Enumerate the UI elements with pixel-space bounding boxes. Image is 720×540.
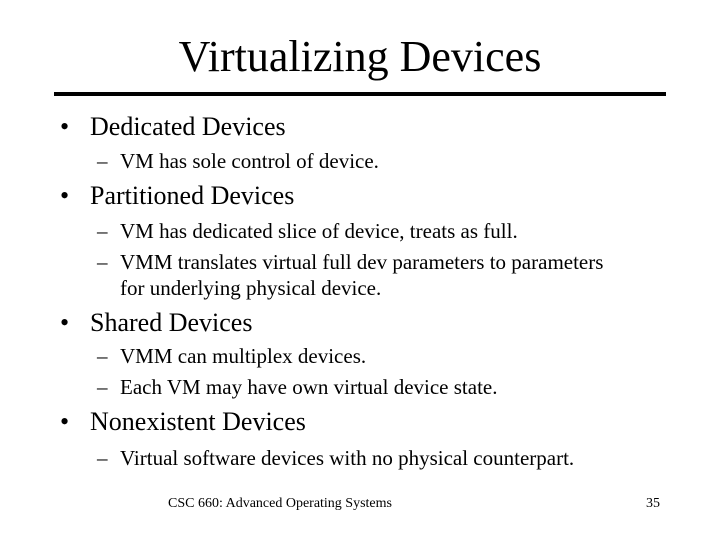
- sub-bullet-text: VM has sole control of device.: [120, 149, 379, 173]
- dash-mark: –: [97, 250, 108, 274]
- sub-bullet-text: VMM translates virtual full dev parameters to parameters: [120, 250, 604, 274]
- sub-bullet-text: Virtual software devices with no physical counterpart.: [120, 446, 575, 470]
- dash-mark: –: [97, 344, 108, 368]
- sub-bullet-text: Each VM may have own virtual device state.: [120, 375, 498, 399]
- sub-bullet-text: VMM can multiplex devices.: [120, 344, 367, 368]
- bullet-text: Nonexistent Devices: [90, 407, 306, 436]
- footer-course-title: CSC 660: Advanced Operating Systems: [168, 496, 392, 511]
- bullet-mark: •: [60, 112, 70, 141]
- bullet-mark: •: [60, 407, 70, 436]
- dash-mark: –: [97, 375, 108, 399]
- bullet-text: Dedicated Devices: [90, 112, 286, 141]
- dash-mark: –: [97, 446, 108, 470]
- bullet-text: Shared Devices: [90, 308, 253, 337]
- dash-mark: –: [97, 149, 108, 173]
- slide-number: 35: [646, 496, 660, 511]
- bullet-text: Partitioned Devices: [90, 181, 295, 210]
- sub-bullet-text: VM has dedicated slice of device, treats as full.: [120, 219, 518, 243]
- title-rule: [54, 92, 666, 96]
- sub-bullet-text: for underlying physical device.: [120, 276, 382, 300]
- dash-mark: –: [97, 219, 108, 243]
- slide-title: Virtualizing Devices: [178, 32, 542, 81]
- bullet-mark: •: [60, 308, 70, 337]
- bullet-mark: •: [60, 181, 70, 210]
